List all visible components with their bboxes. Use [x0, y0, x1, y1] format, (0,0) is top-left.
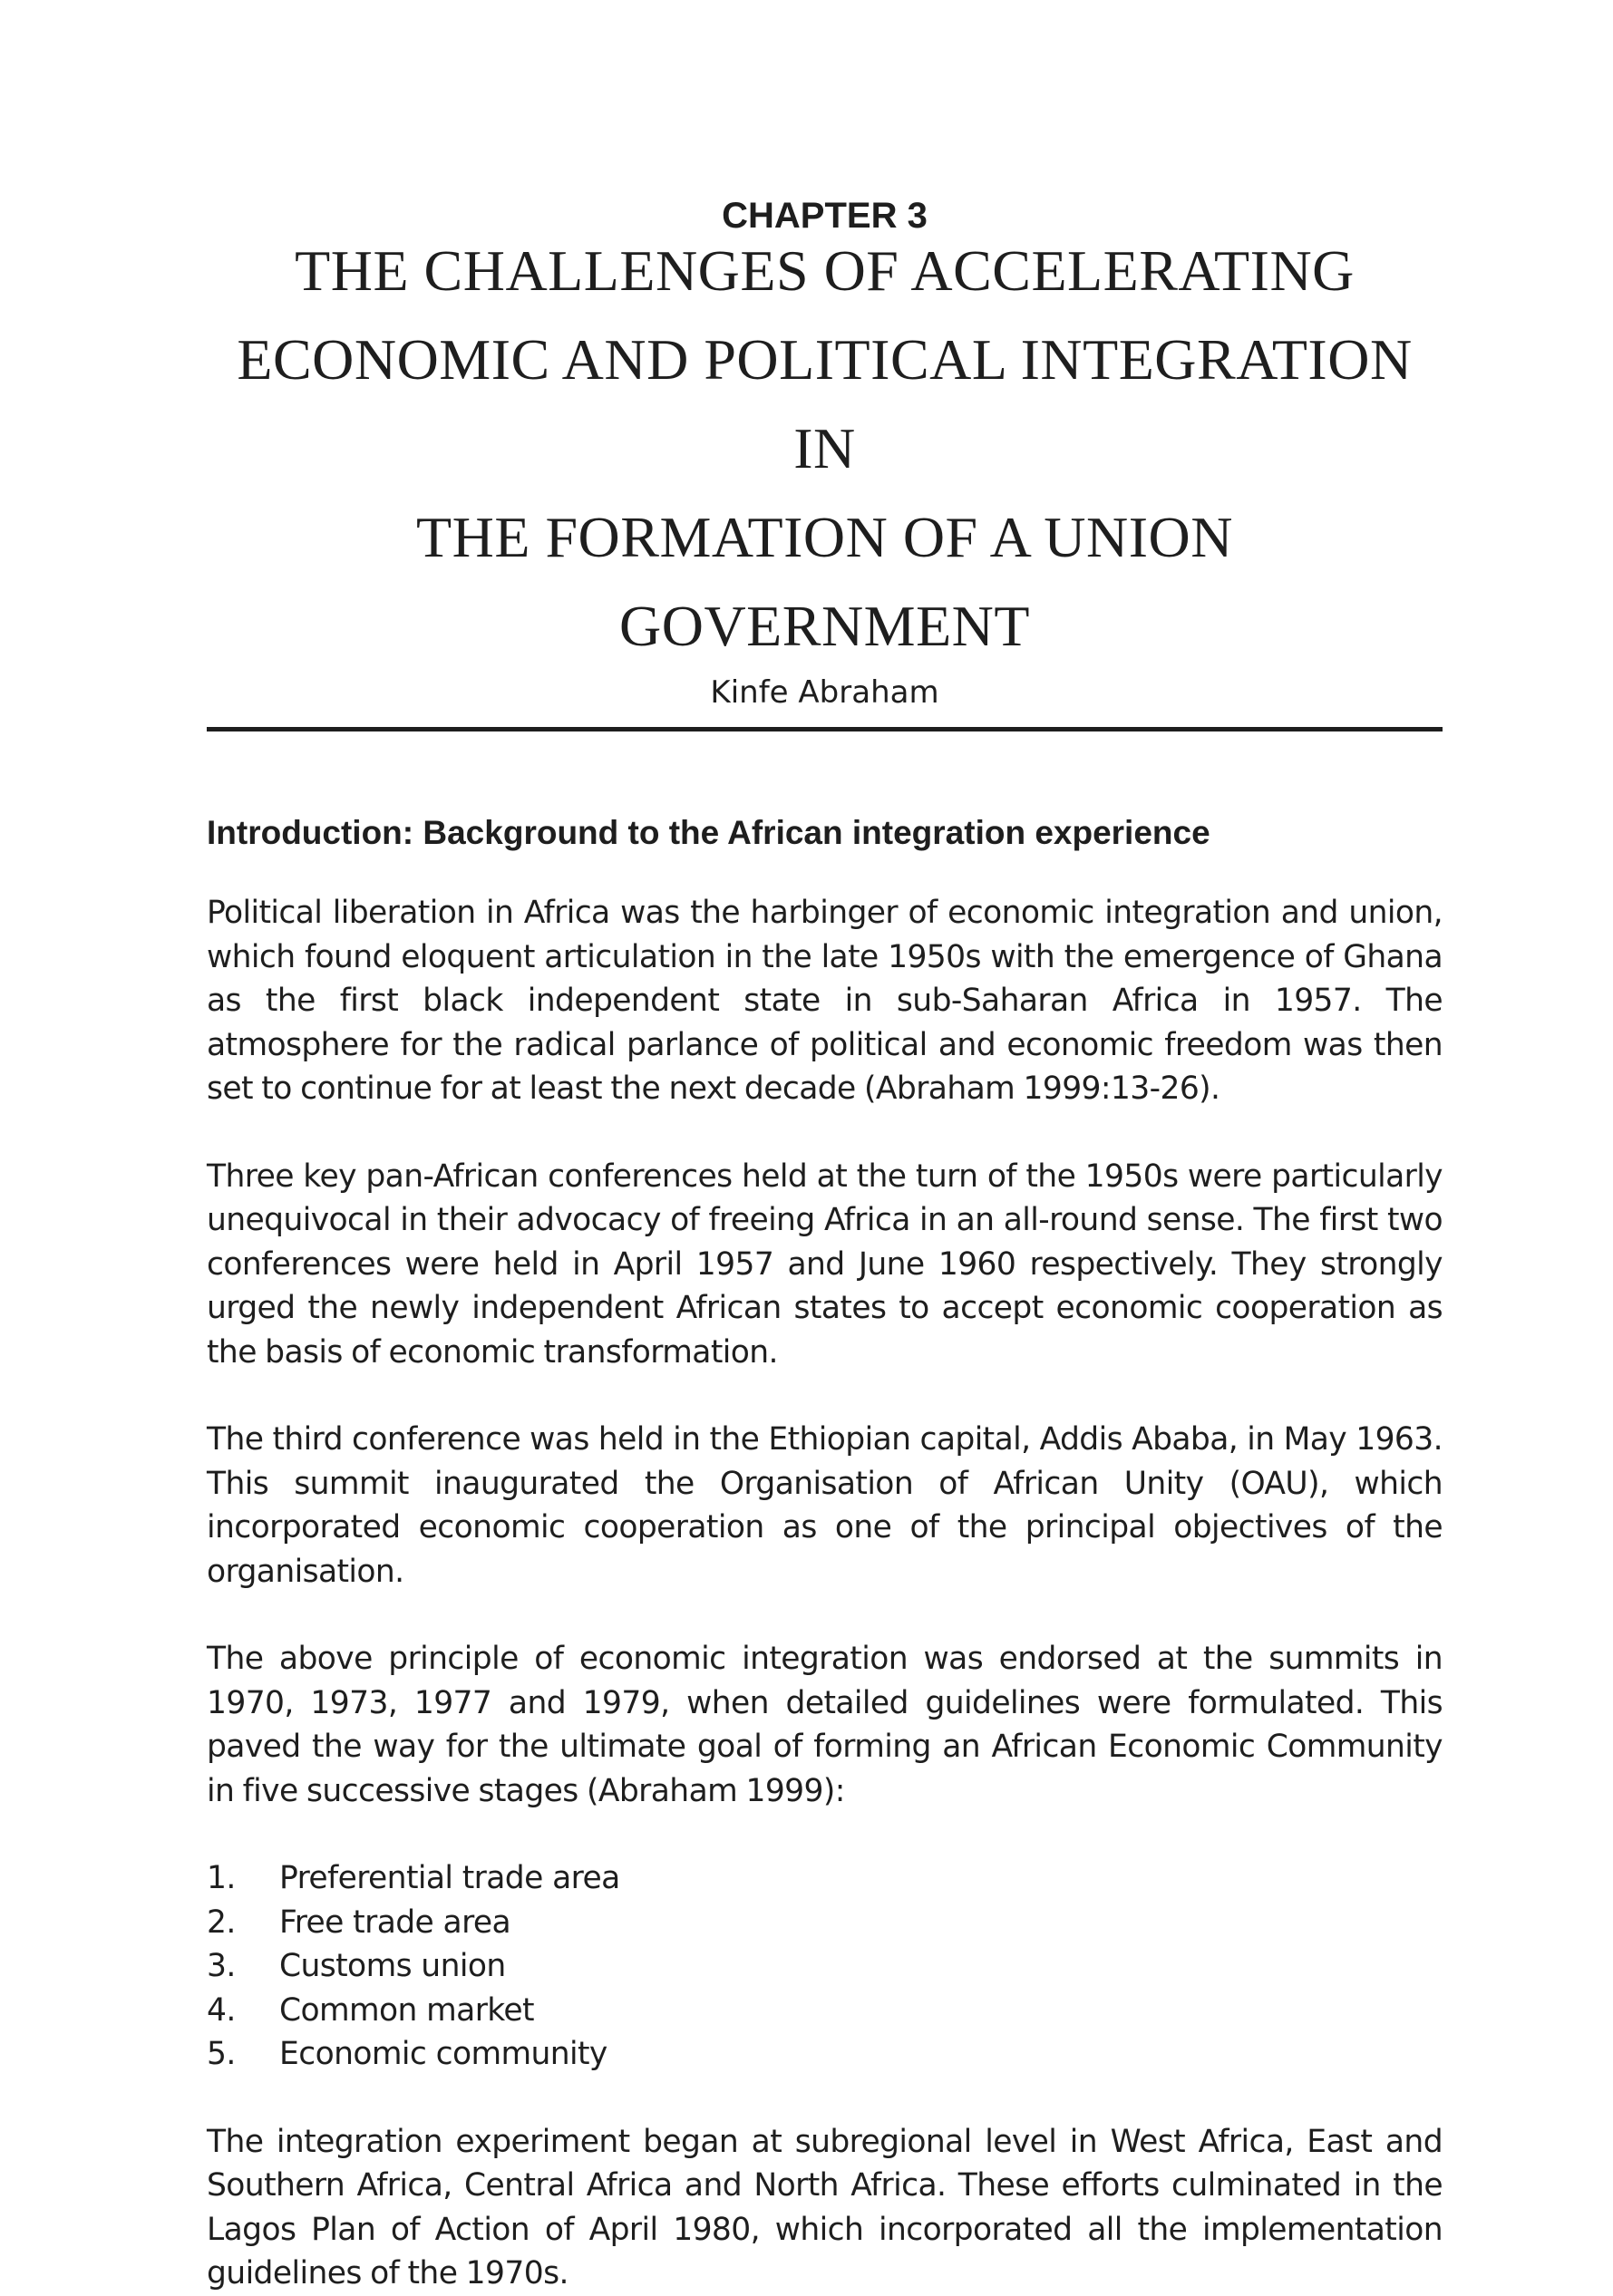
list-item-label: Free trade area [279, 1904, 511, 1941]
list-item [207, 2032, 1443, 2077]
chapter-label: CHAPTER 3 [722, 196, 928, 236]
body-paragraph: Three key pan-African conferences held at the turn of the 1950s were particularly unequivocal in their advocacy of freeing Africa in an all-round sense. The first two conferences were held in April 1957 and June 1960 respectively. They strongly urged the newly independent African states to accept economic cooperation as the basis of economic transformation. [207, 1158, 1443, 1371]
list-item-label: Preferential trade area [279, 1860, 620, 1896]
chapter-title-line: THE CHALLENGES OF ACCELERATING [295, 238, 1355, 303]
author-name: Kinfe Abraham [710, 674, 939, 711]
chapter-title-line: THE FORMATION OF A UNION GOVERNMENT [416, 505, 1233, 658]
title-divider [207, 727, 1443, 731]
body-paragraph: The third conference was held in the Ethiopian capital, Addis Ababa, in May 1963. This summit inaugurated the Organisation of African Unity (OAU), which incorporated economic cooperation as one of the principal objectives of the organisation. [207, 1421, 1443, 1590]
list-item-label: Economic community [279, 2036, 607, 2072]
list-item [207, 1856, 1443, 1901]
list-item-number: 1. [207, 1860, 236, 1896]
chapter-title [207, 227, 1443, 671]
list-item-number: 4. [207, 1991, 236, 2029]
list-item [207, 1989, 1443, 2033]
list-item-number: 5. [207, 2036, 236, 2072]
list-item-label: Common market [279, 1991, 534, 2029]
list-item [207, 1944, 1443, 1989]
list-item-number: 2. [207, 1904, 236, 1941]
chapter-title-line: ECONOMIC AND POLITICAL INTEGRATION IN [237, 327, 1413, 480]
list-item [207, 1901, 1443, 1945]
body-paragraph: Political liberation in Africa was the harbinger of economic integration and union, which found eloquent articulation in the late 1950s with the emergence of Ghana as the first black independent state in sub-Saharan Africa in 1957. The atmosphere for the radical parlance of political and economic freedom was then set to continue for at least the next decade (Abraham 1999:13-26). [207, 895, 1443, 1107]
list-item-number: 3. [207, 1948, 236, 1984]
document-page [207, 192, 1443, 2296]
body-paragraph: The above principle of economic integration was endorsed at the summits in 1970, 1973, 1977 and 1979, when detailed guidelines were formulated. This paved the way for the ultimate goal of forming an African Economic Community in five successive stages (Abraham 1999): [207, 1641, 1443, 1809]
body-paragraph: The integration experiment began at subregional level in West Africa, East and Southern Africa, Central Africa and North Africa. These efforts culminated in the Lagos Plan of Action of April 1980, which incorporated all the implementation guidelines of the 1970s. [207, 2123, 1443, 2291]
stages-list [207, 1856, 1443, 2077]
list-item-label: Customs union [279, 1948, 506, 1984]
section-heading: Introduction: Background to the African integration experience [207, 814, 1210, 851]
